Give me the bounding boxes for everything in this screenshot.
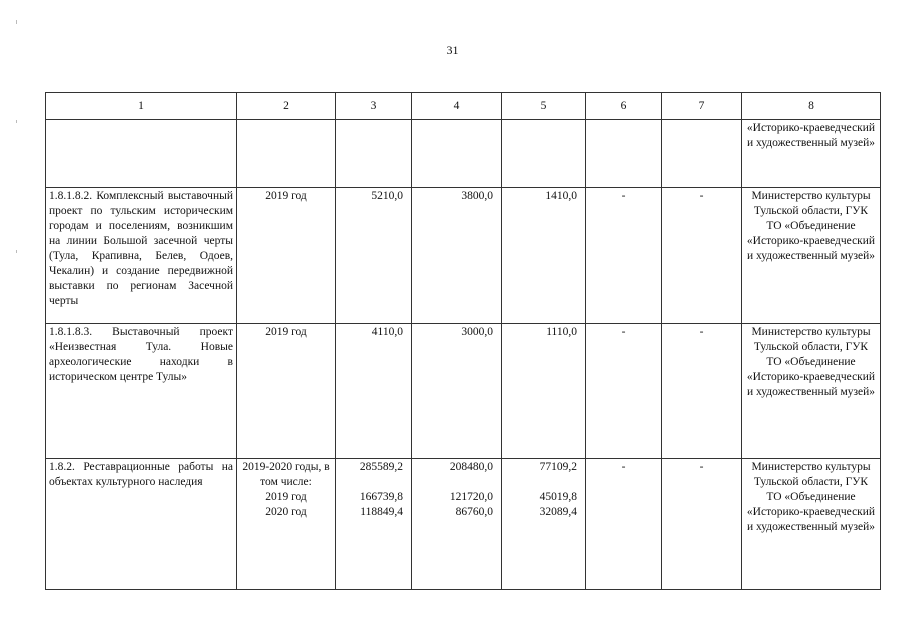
row-description: 1.8.2. Реставрационные работы на объектах культурного наследия [46,459,237,590]
column-header: 1 [46,93,237,120]
row-organization: «Историко-краеведческий и художественный музей» [742,120,881,188]
row-total [336,188,412,324]
value-line: 4110,0 [371,326,403,338]
row-col6 [586,120,662,188]
row-description: 1.8.1.8.3. Выставочный проект «Неизвестная Тула. Новые археологические находки в историческом центре Тулы» [46,324,237,459]
column-header: 6 [586,93,662,120]
value-line: 285589,2 [359,461,403,473]
value-line: 5210,0 [371,190,403,202]
row-description [46,120,237,188]
row-federal [412,188,502,324]
row-organization: Министерство культуры Тульской области, ГУК ТО «Объединение «Историко-краеведческий и художественный музей» [742,459,881,590]
row-col7: - [662,459,742,590]
row-organization: Министерство культуры Тульской области, ГУК ТО «Объединение «Историко-краеведческий и художественный музей» [742,324,881,459]
column-header: 4 [412,93,502,120]
row-col7 [662,120,742,188]
row-col6: - [586,324,662,459]
margin-mark [16,20,17,24]
row-period [237,120,336,188]
value-line: 45019,8 [539,491,577,503]
row-federal [412,120,502,188]
row-col6: - [586,459,662,590]
row-col6: - [586,188,662,324]
period-line: 2020 год [265,506,307,518]
period-line: 2019 год [265,326,307,338]
row-col7: - [662,324,742,459]
column-header: 2 [237,93,336,120]
period-line: 2019 год [265,190,307,202]
value-line: 86760,0 [455,506,493,518]
margin-mark [16,250,17,253]
row-period [237,459,336,590]
value-gap [415,475,493,490]
period-line: 2019 год [265,491,307,503]
row-regional [502,459,586,590]
row-organization: Министерство культуры Тульской области, ГУК ТО «Объединение «Историко-краеведческий и художественный музей» [742,188,881,324]
row-regional [502,120,586,188]
column-header: 7 [662,93,742,120]
value-line: 1110,0 [546,326,577,338]
row-total [336,459,412,590]
value-line: 118849,4 [360,506,403,518]
value-line: 3800,0 [461,190,493,202]
value-line: 121720,0 [449,491,493,503]
value-line: 77109,2 [539,461,577,473]
document-table [45,92,881,590]
margin-mark [16,120,17,123]
row-period [237,324,336,459]
row-total [336,120,412,188]
column-header: 5 [502,93,586,120]
header-row [46,93,881,120]
row-col7: - [662,188,742,324]
column-header: 3 [336,93,412,120]
table-row [46,459,881,590]
page-number: 31 [446,43,459,57]
row-regional [502,324,586,459]
value-line: 32089,4 [539,506,577,518]
value-line: 3000,0 [461,326,493,338]
table-row [46,324,881,459]
value-line: 208480,0 [449,461,493,473]
table-row [46,188,881,324]
column-header: 8 [742,93,881,120]
row-period [237,188,336,324]
row-federal [412,459,502,590]
row-regional [502,188,586,324]
period-line: 2019-2020 годы, в том числе: [242,461,330,488]
row-total [336,324,412,459]
value-line: 166739,8 [359,491,403,503]
value-gap [505,475,577,490]
value-line: 1410,0 [545,190,577,202]
value-gap [339,475,403,490]
table-row [46,120,881,188]
row-federal [412,324,502,459]
row-description: 1.8.1.8.2. Комплексный выставочный проект по тульским историческим городам и поселениям, возникшим на линии Большой засечной черты (Тула, Крапивна, Белев, Одоев, Чекалин) и создание передвижной выставки по регионам Засечной черты [46,188,237,324]
